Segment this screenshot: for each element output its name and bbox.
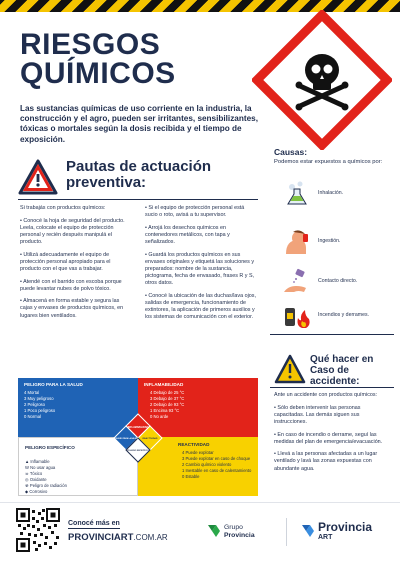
especifico-label: Corrosivo — [29, 489, 48, 494]
footer-divider — [0, 502, 400, 503]
pautas-item: • Conocé la hoja de seguridad del producto. Leela, colocate el equipo de protección personal y recién después manipulá el producto. — [20, 217, 125, 245]
pautas-item: • Arrojá los desechos químicos en contenedores metálicos, con tapa y señalizados. — [145, 224, 230, 245]
footer-website[interactable] — [68, 512, 168, 543]
pautas-title-line-2: preventiva: — [66, 174, 147, 191]
cause-label: Contacto directo. — [318, 278, 358, 284]
accidente-title-line-1: Qué hacer en — [310, 354, 374, 365]
pautas-item: • Utilizá adecuadamente el equipo de protección personal apropiado para el producto con el que vas a trabajar. — [20, 251, 111, 272]
art-label: ART — [318, 534, 333, 541]
warning-triangle-icon — [18, 159, 58, 195]
pautas-title — [66, 159, 211, 191]
pautas-item: • Conocé la ubicación de las duchas/lava ojos, salidas de emergencia, funcionamiento de extintores, la aplicación de primeros auxilios y los sistemas de comunicación con el exterior. — [145, 292, 256, 320]
cause-inhalacion — [282, 180, 392, 206]
accidente-item: • Llevá a las personas afectadas a un lugar ventilado y lavá las zonas expuestas con abundante agua. — [274, 451, 378, 472]
inflamabilidad-item: 3 Debajo de 37 °C — [150, 396, 185, 401]
especifico-label: Oxidante — [29, 477, 47, 482]
pautas-middle-column — [145, 205, 257, 327]
website-url[interactable] — [68, 532, 168, 543]
accidente-item: Ante un accidente con productos químicos: — [274, 392, 378, 398]
hand-contact-icon — [282, 268, 312, 296]
reactividad-item: 1 Inestable en caso de calentamiento — [182, 468, 252, 473]
especifico-label: No usar agua — [30, 465, 56, 470]
especifico-item: ☢ Peligro de radiación — [25, 483, 67, 488]
pautas-item: • Si el equipo de protección personal está sucio o roto, avisá a tu supervisor. — [145, 205, 245, 219]
salud-heading: PELIGRO PARA LA SALUD — [24, 382, 83, 387]
inflamabilidad-item: 2 Debajo de 93 °C — [150, 402, 185, 407]
salud-item: 2 Peligroso — [24, 402, 45, 407]
accidente-title-line-2: Caso de accidente: — [310, 365, 360, 387]
inflamabilidad-heading: INFLAMABILIDAD — [144, 382, 184, 387]
provincia-art-text — [318, 521, 372, 542]
salud-item: 0 Normal — [24, 414, 41, 419]
pautas-title-line-1: Pautas de actuación — [66, 158, 212, 175]
reactividad-item: 4 Puede explotar — [182, 450, 214, 455]
center-label-bottom: PELIGRO ESPECÍFICO — [127, 450, 149, 452]
grupo-provincia-text — [224, 524, 255, 539]
intro-text: Las sustancias químicas de uso corriente en la industria, la construcción y el agro, pueden ser irritantes, sensibilizantes, tóxicas o mortales según la dosis recibida y el tiempo de exposición. — [20, 104, 258, 144]
especifico-label: Inflamable — [30, 459, 50, 464]
conoce-label: Conocé más en — [68, 520, 120, 527]
inflamabilidad-item: 4 Debajo de 25 °C — [150, 390, 185, 395]
causas-subtitle: Podemos estar expuestos a químicos por: — [274, 159, 383, 165]
grupo-provincia-logo-mark — [206, 522, 222, 540]
especifico-label: Peligro de radiación — [29, 483, 67, 488]
url-main: PROVINCIART — [68, 532, 134, 543]
skull-crossbones-icon — [252, 10, 392, 150]
title-line-2: QUÍMICOS — [20, 57, 176, 90]
salud-item: 3 Muy peligroso — [24, 396, 54, 401]
cause-label: Ingestión. — [318, 238, 341, 244]
especifico-label: Tóxico — [29, 471, 43, 476]
section-divider — [270, 334, 394, 335]
especifico-list — [25, 459, 67, 495]
warning-triangle-icon — [274, 354, 306, 384]
center-label-left: PELIGRO PARA LA SALUD — [114, 438, 138, 440]
salud-item: 1 Poco peligroso — [24, 408, 56, 413]
grupo-provincia-logo — [206, 522, 286, 544]
especifico-item: ◆ Corrosivo — [25, 489, 48, 494]
accidente-column — [274, 392, 390, 478]
causas-section — [274, 147, 394, 165]
reactividad-item: 0 Estable — [182, 474, 200, 479]
especifico-item: ▲ Inflamable — [25, 459, 50, 464]
cause-incendios — [282, 302, 392, 328]
page-title — [20, 30, 250, 88]
pautas-header — [18, 157, 258, 197]
cause-contacto — [282, 268, 392, 294]
pautas-item: • Guardá los productos químicos en sus envases originales y etiquetá las soluciones y preparados: nombre de la sustancia, pictograma, fecha de envasado, frases R y S, otros datos. — [145, 251, 255, 287]
especifico-heading: PELIGRO ESPECÍFICO — [25, 445, 75, 450]
center-label-top: INFLAMABILIDAD — [127, 426, 149, 429]
pautas-item: • Almacená en forma estable y segura las cajas y envases de productos químicos, en lugares bien ventilados. — [20, 298, 124, 319]
title-line-1: RIESGOS — [20, 28, 161, 61]
cause-label: Inhalación. — [318, 190, 344, 196]
provincia-name: Provincia — [318, 520, 373, 534]
provincia-art-logo-mark — [300, 522, 316, 542]
especifico-item: ☠ Tóxico — [25, 471, 43, 476]
provincia-art-logo — [300, 520, 396, 548]
center-label-right: REACTIVIDAD — [142, 438, 158, 440]
grupo-line-1: Grupo — [224, 524, 243, 531]
url-suffix: .COM.AR — [133, 533, 168, 542]
salud-list — [24, 390, 55, 420]
nfpa-diamond-legend — [18, 378, 258, 496]
fire-spill-icon — [282, 302, 312, 330]
pautas-item: Si trabajás con productos químicos: — [20, 205, 106, 211]
pautas-left-column — [20, 205, 132, 325]
inflamabilidad-item: 1 Encima 93 °C — [150, 408, 180, 413]
qr-code-icon[interactable] — [16, 508, 60, 552]
grupo-line-2: Provincia — [224, 531, 255, 539]
accidente-header — [274, 354, 394, 394]
accidente-title — [310, 354, 394, 387]
section-divider — [18, 199, 258, 200]
inflamabilidad-item: 0 No arde — [150, 414, 169, 419]
accidente-item: • En caso de incendio o derrame, seguí las medidas del plan de emergencia/evacuación. — [274, 431, 383, 445]
especifico-item: W No usar agua — [25, 465, 56, 470]
reactividad-list — [182, 450, 251, 480]
logo-separator — [286, 518, 287, 546]
nfpa-center-diamond — [113, 413, 163, 463]
ingestion-icon — [282, 228, 312, 256]
reactividad-item: 3 Puede explotar en caso de choque — [182, 456, 251, 461]
cause-label: Incendios y derrames. — [318, 312, 370, 318]
flask-icon — [282, 180, 312, 206]
especifico-item: ◎ Oxidante — [25, 477, 47, 482]
reactividad-item: 2 Cambio químico violento — [182, 462, 232, 467]
cause-ingestion — [282, 228, 392, 254]
accidente-item: • Sólo deben intervenir las personas capacitadas. Las demás siguen sus instrucciones. — [274, 404, 361, 425]
salud-item: 4 Mortal — [24, 390, 40, 395]
pautas-item: • Atendé con el barrido con escoba porque puede levantar nubes de polvo tóxico. — [20, 278, 122, 292]
causas-title: Causas: — [274, 147, 308, 157]
reactividad-heading: REACTIVIDAD — [178, 442, 210, 447]
section-divider — [270, 387, 394, 388]
